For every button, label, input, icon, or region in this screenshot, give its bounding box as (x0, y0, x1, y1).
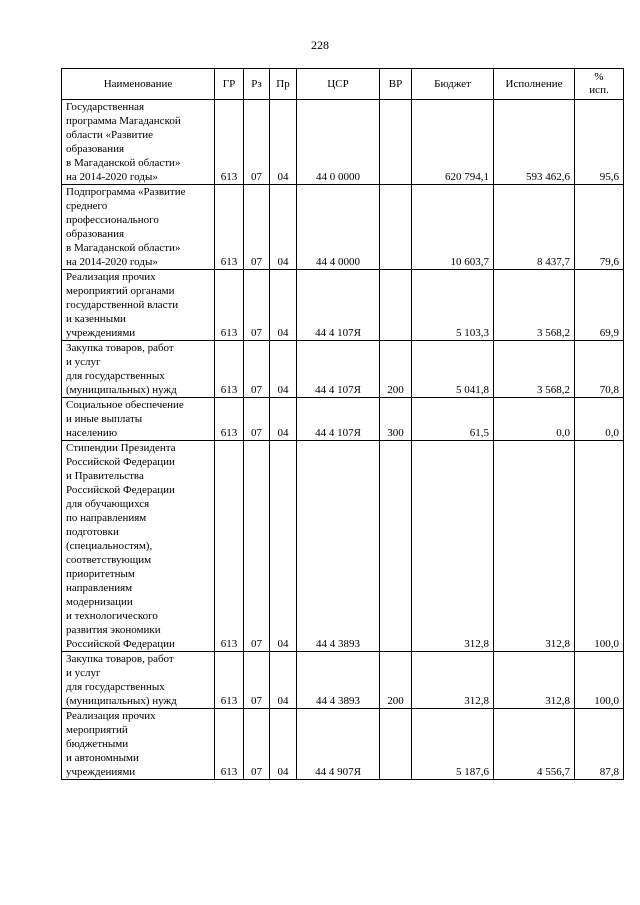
row-execution: 312,8 (494, 652, 575, 709)
row-rz: 07 (244, 441, 270, 652)
row-gr: 613 (215, 341, 244, 398)
row-gr: 613 (215, 100, 244, 185)
table-row (62, 341, 624, 398)
row-percent: 95,6 (575, 100, 624, 185)
row-execution: 312,8 (494, 441, 575, 652)
row-gr: 613 (215, 709, 244, 780)
row-percent: 79,6 (575, 185, 624, 270)
row-pr: 04 (270, 270, 297, 341)
row-percent: 0,0 (575, 398, 624, 441)
table-row (62, 185, 624, 270)
row-name: Социальное обеспечение и иные выплаты населению (62, 398, 215, 441)
row-name: Стипендии Президента Российской Федерации и Правительства Российской Федерации для обучающихся по направлениям подготовки (специальностям), соответствующим приоритетным направлениям модернизации и технологического развития экономики Российской Федерации (62, 441, 215, 652)
row-csr: 44 4 107Я (297, 398, 380, 441)
row-vr (380, 709, 412, 780)
row-rz: 07 (244, 341, 270, 398)
row-csr: 44 4 3893 (297, 652, 380, 709)
row-pr: 04 (270, 441, 297, 652)
row-csr: 44 0 0000 (297, 100, 380, 185)
header-name: Наименование (62, 69, 215, 100)
row-csr: 44 4 3893 (297, 441, 380, 652)
table-row (62, 398, 624, 441)
row-pr: 04 (270, 398, 297, 441)
row-budget: 5 041,8 (412, 341, 494, 398)
row-pr: 04 (270, 709, 297, 780)
table-header-row (62, 69, 624, 100)
row-execution: 593 462,6 (494, 100, 575, 185)
row-budget: 5 187,6 (412, 709, 494, 780)
row-vr (380, 441, 412, 652)
row-pr: 04 (270, 100, 297, 185)
row-rz: 07 (244, 709, 270, 780)
row-budget: 5 103,3 (412, 270, 494, 341)
row-percent: 100,0 (575, 652, 624, 709)
header-execution: Исполнение (494, 69, 575, 100)
row-percent: 69,9 (575, 270, 624, 341)
table-row (62, 270, 624, 341)
header-percent: % исп. (575, 69, 624, 100)
header-vr: ВР (380, 69, 412, 100)
page-number: 228 (311, 38, 329, 52)
row-execution: 3 568,2 (494, 270, 575, 341)
row-gr: 613 (215, 652, 244, 709)
row-vr: 300 (380, 398, 412, 441)
row-execution: 8 437,7 (494, 185, 575, 270)
table-row (62, 709, 624, 780)
row-percent: 87,8 (575, 709, 624, 780)
row-gr: 613 (215, 398, 244, 441)
row-vr (380, 185, 412, 270)
row-rz: 07 (244, 185, 270, 270)
row-name: Реализация прочих мероприятий органами государственной власти и казенными учреждениями (62, 270, 215, 341)
row-gr: 613 (215, 185, 244, 270)
row-percent: 70,8 (575, 341, 624, 398)
row-vr (380, 270, 412, 341)
row-pr: 04 (270, 185, 297, 270)
row-name: Закупка товаров, работ и услуг для государственных (муниципальных) нужд (62, 652, 215, 709)
header-gr: ГР (215, 69, 244, 100)
row-percent: 100,0 (575, 441, 624, 652)
row-budget: 620 794,1 (412, 100, 494, 185)
header-rz: Рз (244, 69, 270, 100)
row-name: Реализация прочих мероприятий бюджетными и автономными учреждениями (62, 709, 215, 780)
row-name: Подпрограмма «Развитие среднего профессионального образования в Магаданской области» на 2014-2020 годы» (62, 185, 215, 270)
row-name: Закупка товаров, работ и услуг для государственных (муниципальных) нужд (62, 341, 215, 398)
table-row (62, 652, 624, 709)
row-budget: 312,8 (412, 441, 494, 652)
row-gr: 613 (215, 270, 244, 341)
row-execution: 0,0 (494, 398, 575, 441)
row-csr: 44 4 907Я (297, 709, 380, 780)
header-csr: ЦСР (297, 69, 380, 100)
row-vr: 200 (380, 652, 412, 709)
table-row (62, 441, 624, 652)
row-budget: 10 603,7 (412, 185, 494, 270)
header-pr: Пр (270, 69, 297, 100)
row-budget: 312,8 (412, 652, 494, 709)
row-rz: 07 (244, 398, 270, 441)
row-budget: 61,5 (412, 398, 494, 441)
row-gr: 613 (215, 441, 244, 652)
header-budget: Бюджет (412, 69, 494, 100)
row-execution: 3 568,2 (494, 341, 575, 398)
row-pr: 04 (270, 341, 297, 398)
row-csr: 44 4 107Я (297, 341, 380, 398)
row-csr: 44 4 0000 (297, 185, 380, 270)
row-rz: 07 (244, 100, 270, 185)
row-pr: 04 (270, 652, 297, 709)
row-csr: 44 4 107Я (297, 270, 380, 341)
budget-table (61, 68, 624, 780)
table-row (62, 100, 624, 185)
row-rz: 07 (244, 652, 270, 709)
row-vr: 200 (380, 341, 412, 398)
row-name: Государственная программа Магаданской области «Развитие образования в Магаданской области» на 2014-2020 годы» (62, 100, 215, 185)
row-rz: 07 (244, 270, 270, 341)
row-vr (380, 100, 412, 185)
row-execution: 4 556,7 (494, 709, 575, 780)
